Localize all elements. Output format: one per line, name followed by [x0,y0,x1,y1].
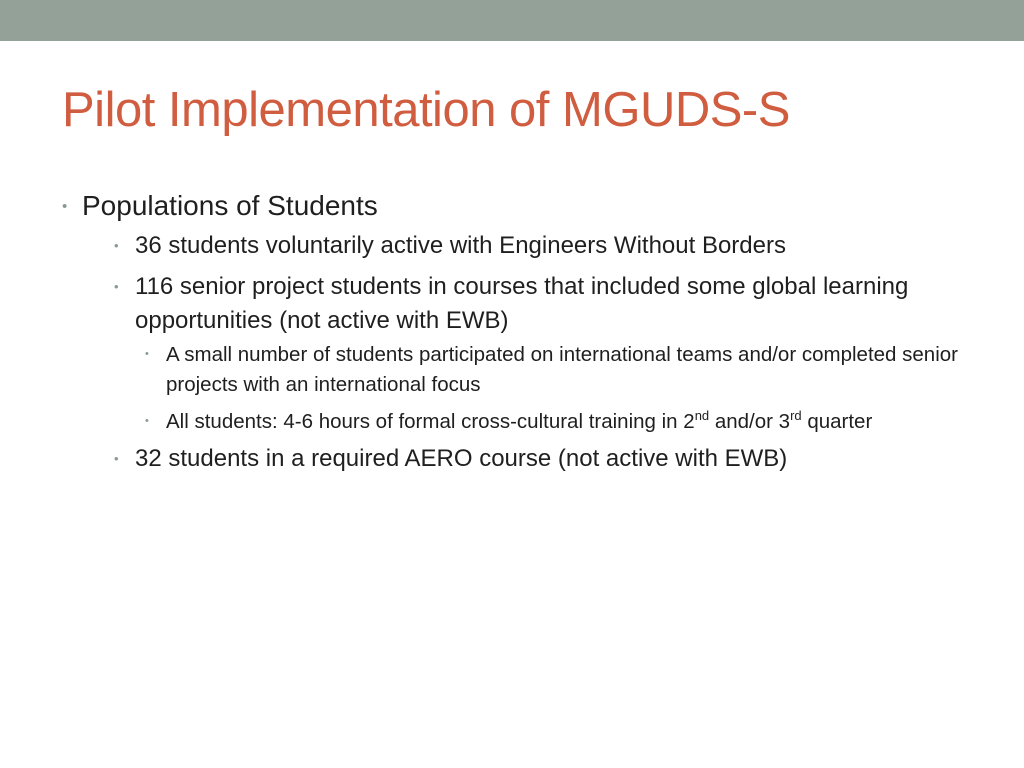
superscript-rd: rd [790,408,802,424]
bullet-text: A small number of students participated on international teams and/or completed senior projects with an international focus [166,343,958,396]
bullet-senior-project-students [114,270,960,437]
bullet-dot-icon: • [114,451,119,466]
bullet-text: 36 students voluntarily active with Engineers Without Borders [135,232,786,259]
bullet-text: 32 students in a required AERO course (not active with EWB) [135,445,788,472]
superscript-nd: nd [694,408,710,424]
bullet-dot-icon: • [114,238,119,253]
bullet-text-suffix: quarter [801,410,873,433]
slide-content [60,187,960,483]
bullet-cross-cultural-training [145,407,960,437]
slide-title: Pilot Implementation of MGUDS-S [62,83,790,137]
bullet-dot-icon: • [114,279,119,294]
bullet-dot-icon: • [62,198,68,215]
bullet-text: 116 senior project students in courses that included some global learning opportunities (not active with EWB) [135,273,909,334]
bullet-list-level-1 [60,187,960,476]
bullet-dot-icon: • [145,348,149,360]
bullet-list-level-2 [82,229,960,476]
bullet-text-middle: and/or 3 [709,410,791,433]
bullet-text-prefix: All students: 4-6 hours of formal cross-cultural training in 2 [166,410,695,433]
bullet-ewb-students [114,229,960,263]
bullet-aero-course-students [114,442,960,476]
bullet-international-teams [145,340,960,400]
top-accent-bar [0,0,1024,41]
bullet-dot-icon: • [145,415,149,427]
bullet-text: Populations of Students [82,190,378,221]
bullet-populations [60,187,960,476]
bullet-list-level-3 [135,340,960,437]
